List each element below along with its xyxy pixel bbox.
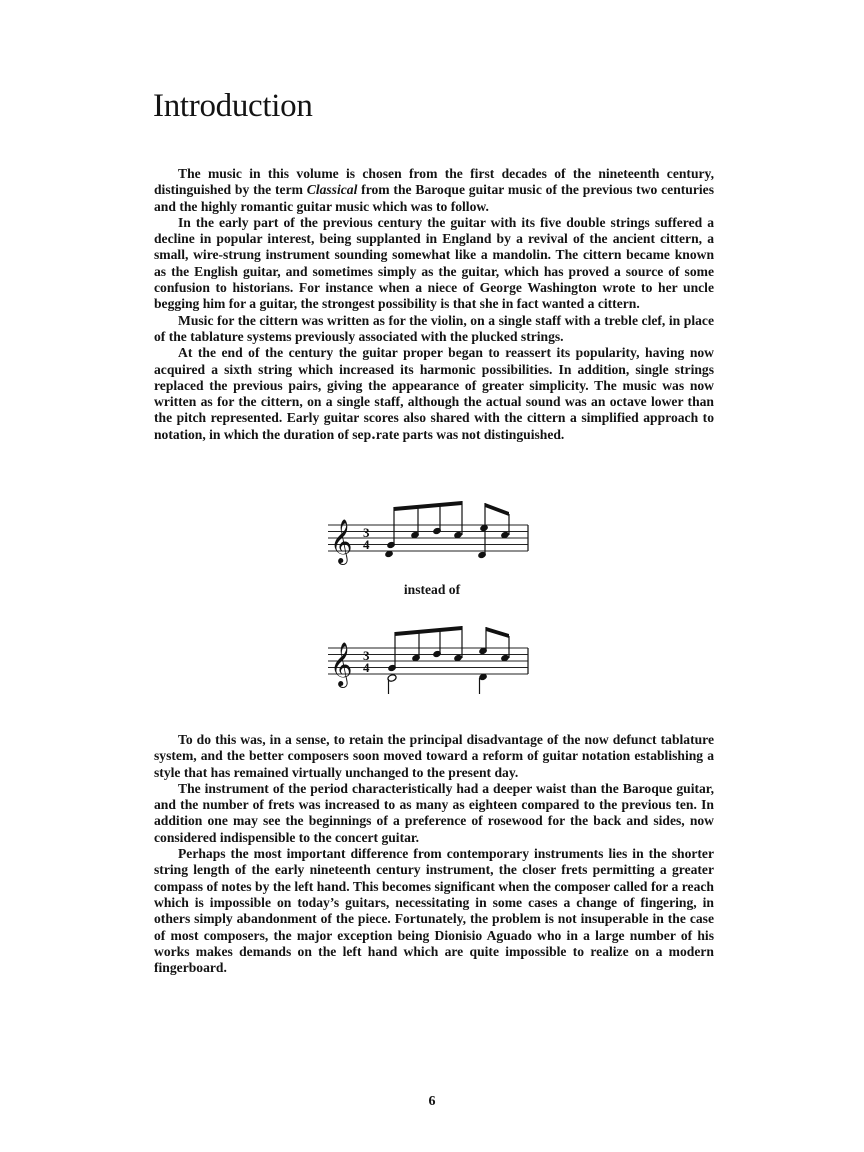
paragraph-text: The music in this volume is chosen from the first decades of the nineteenth century, distinguished by the term <box>154 166 714 198</box>
paragraph: In the early part of the previous century the guitar with its five double strings suffered a decline in popular interest, being supplanted in England by a revival of the ancient cittern, a small, wire-strung instrument sounding somewhat like a mandolin. The cittern became known as the English guitar, and sometimes simply as the guitar, which has proved a source of some confusion to historians. For instance when a niece of George Washington wrote to her uncle begging him for a guitar, the strongest possibility is that she in fact wanted a cittern. <box>154 214 714 312</box>
treble-clef-icon: 𝄞 <box>330 519 353 563</box>
music-example-separate-parts <box>320 610 540 700</box>
music-example-simplified <box>320 495 540 565</box>
page-number: 6 <box>428 1094 436 1109</box>
paragraph: Perhaps the most important difference from contemporary instruments lies in the shorter string length of the early nineteenth century instrument, the closer frets permitting a greater compass of notes by the left hand. This becomes significant when the composer called for a reach which is impossible on today’s guitars, necessitating in some cases a change of fingering, in others simply abandonment of the piece. Fortunately, the problem is not insuperable in the case of most composers, the major exception being Dionisio Aguado who in a large number of his works makes demands on the left hand which are quite impossible to realize on a modern fingerboard. <box>154 846 714 976</box>
staff-notation-1 <box>320 495 540 565</box>
emphasis-term: Classical <box>306 182 358 198</box>
paragraph: To do this was, in a sense, to retain the principal disadvantage of the now defunct tablature system, and the better composers soon moved toward a reform of guitar notation establishing a style that has remained virtually unchanged to the present day. <box>154 732 714 780</box>
figure-caption: instead of <box>403 582 461 597</box>
page-title: Introduction <box>153 88 313 124</box>
paragraph: Music for the cittern was written as for the violin, on a single staff with a treble clef, in place of the tablature systems previously associated with the plucked strings. <box>154 312 714 344</box>
svg-text:4: 4 <box>363 660 370 675</box>
svg-text:3: 3 <box>363 648 370 663</box>
svg-text:4: 4 <box>363 537 370 552</box>
paragraph-text: from the Baroque guitar music of the previous two centuries and the highly romantic guitar music which was to follow. <box>154 182 714 214</box>
paragraph <box>154 166 714 215</box>
treble-clef-icon: 𝄞 <box>330 642 353 686</box>
paragraph: The instrument of the period characteristically had a deeper waist than the Baroque guitar, and the number of frets was increased to as many as eighteen compared to the previous ten. In addition one may see the beginnings of a preference of rosewood for the back and sides, now considered indispensible to the concert guitar. <box>154 780 714 845</box>
intro-text-section-1 <box>154 166 714 443</box>
intro-text-section-2 <box>154 732 714 976</box>
svg-text:3: 3 <box>363 525 370 540</box>
staff-notation-2 <box>320 610 540 700</box>
paragraph: At the end of the century the guitar proper began to reassert its popularity, having now acquired a sixth string which increased its harmonic possibilities. In addition, single strings replaced the previous pairs, giving the appearance of greater simplicity. The music was now written as for the cittern, on a single staff, although the actual sound was an octave lower than the pitch represented. Early guitar scores also shared with the cittern a simplified approach to notation, in which the duration of sep․rate parts was not distinguished. <box>154 345 714 442</box>
